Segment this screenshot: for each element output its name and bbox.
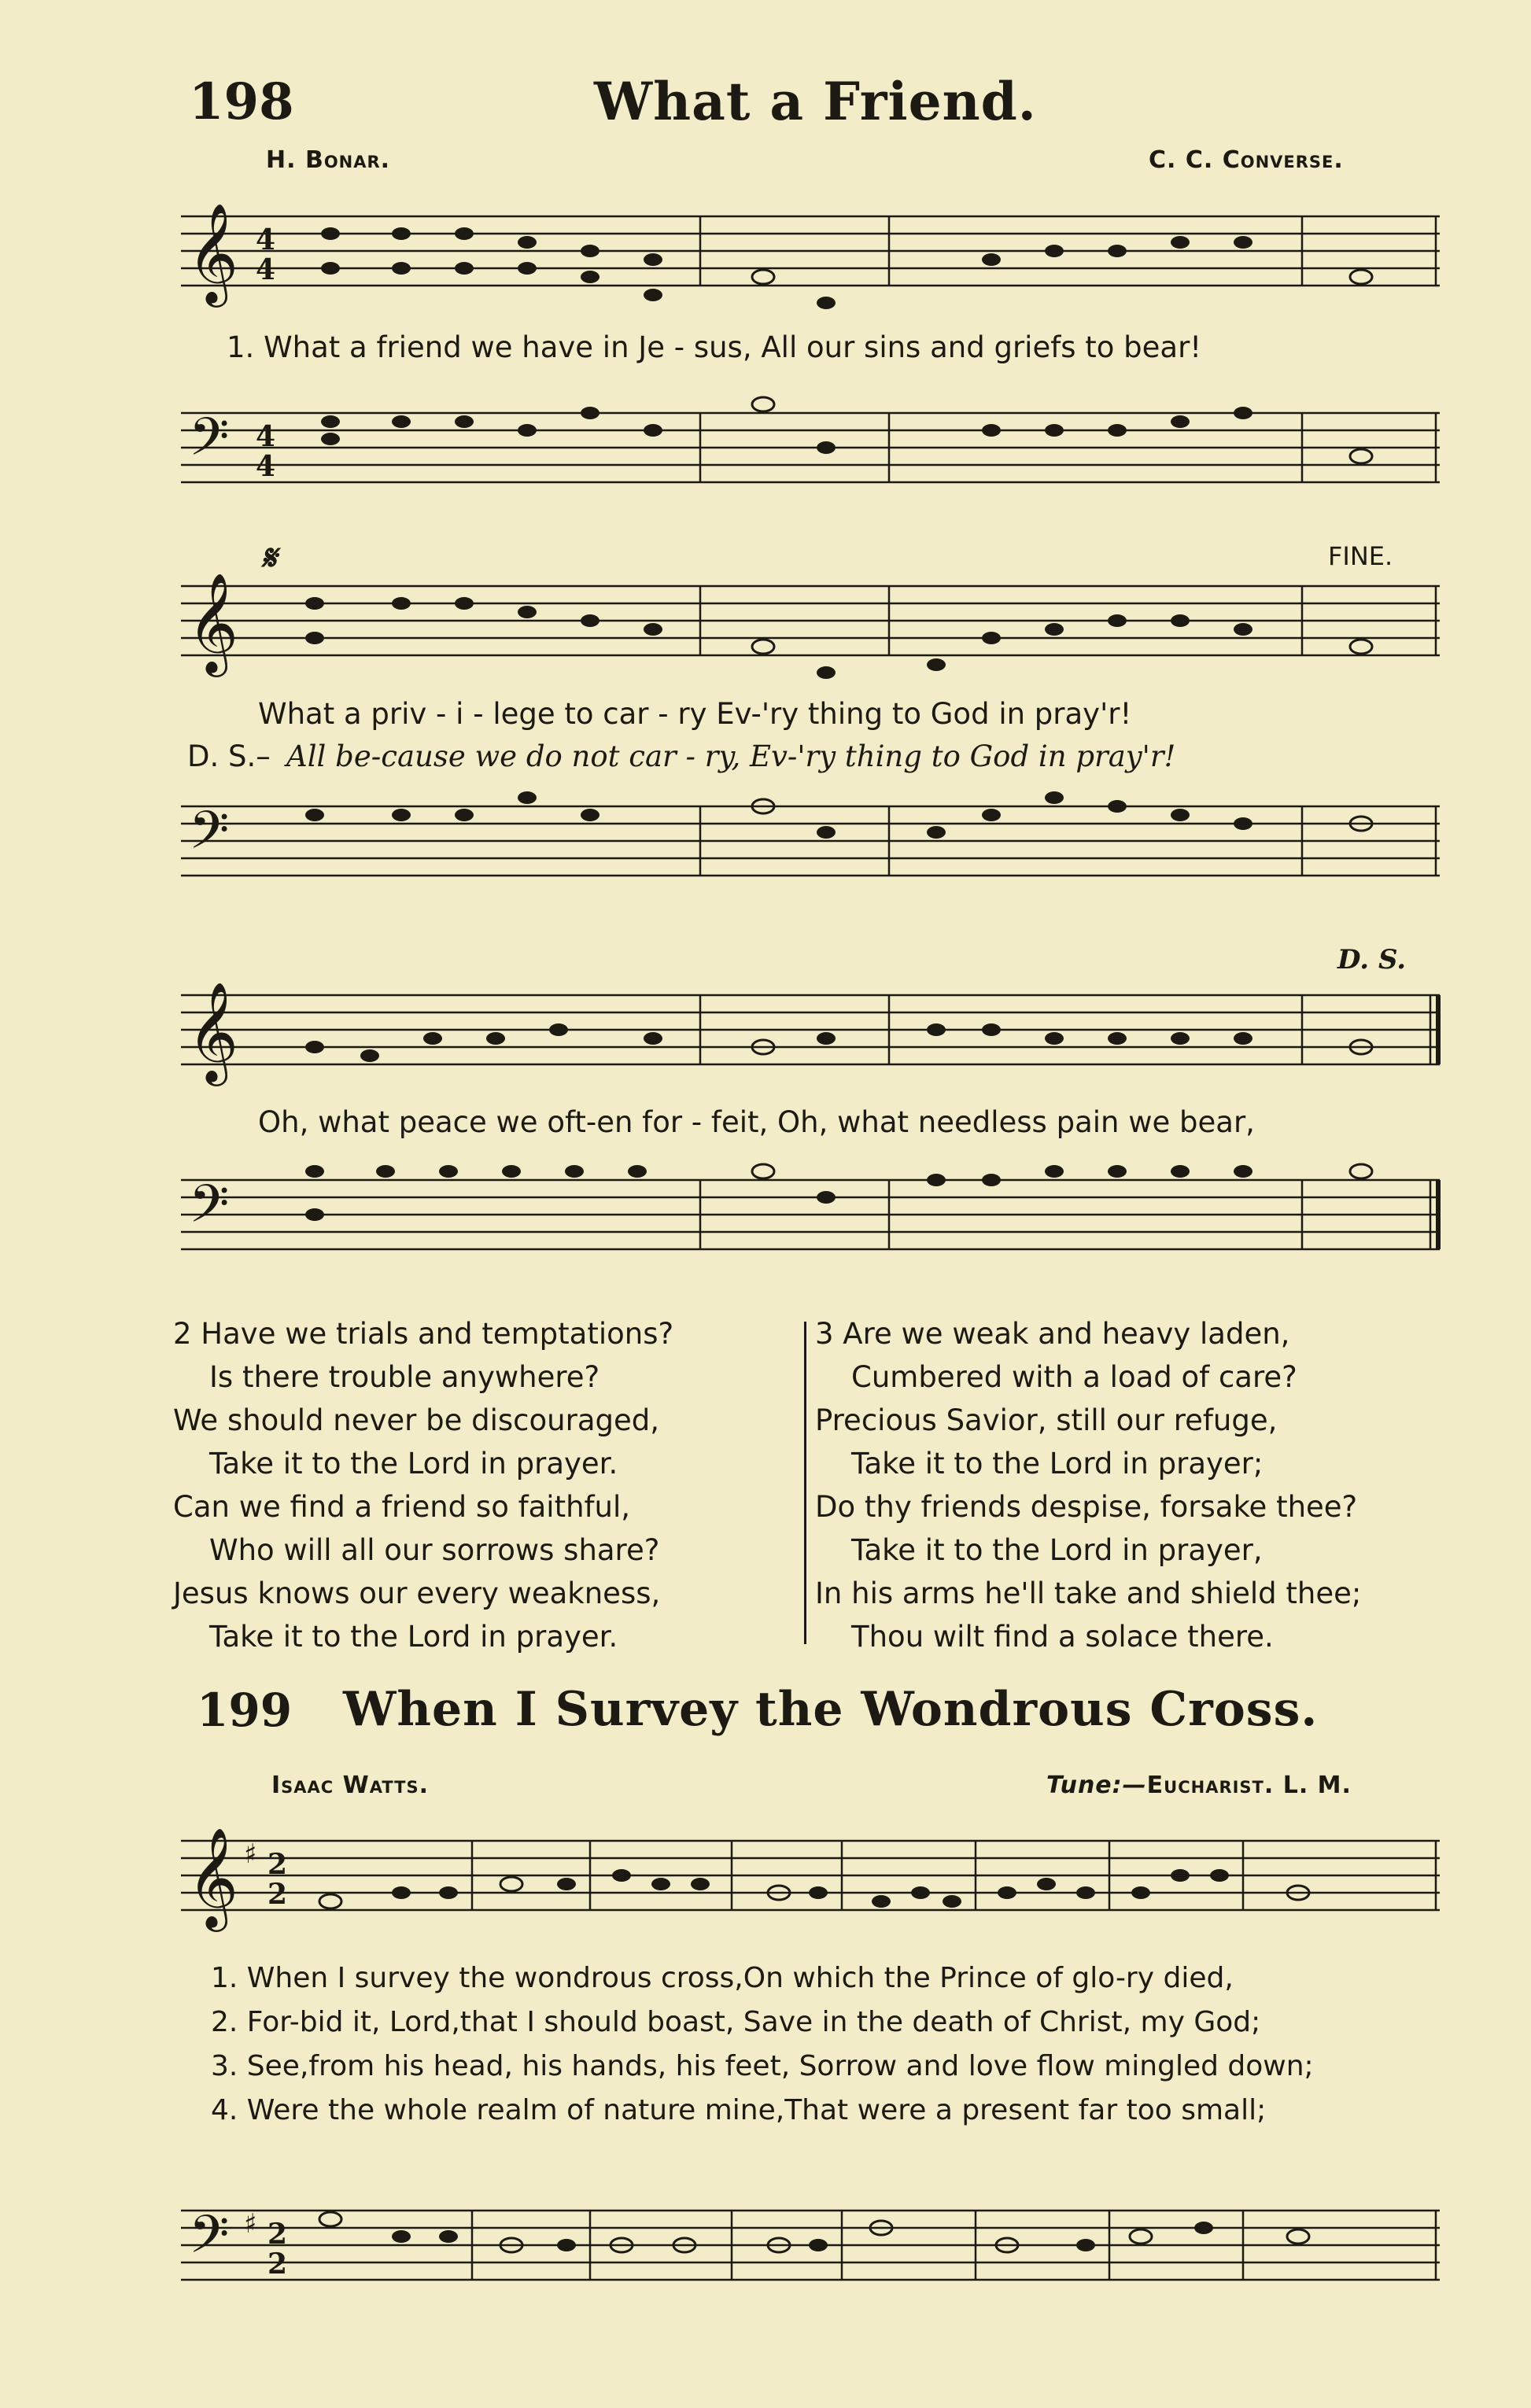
ds-lyric-line: All be-cause we do not car - ry, Ev-'ry thing to God in pray'r! — [286, 739, 1176, 773]
author-credit: H. Bonar. — [266, 146, 391, 174]
verse-3-line: Precious Savior, still our refuge, — [815, 1403, 1278, 1437]
svg-text:2: 2 — [267, 1848, 288, 1881]
bass-staff-system-2 — [181, 791, 1440, 893]
verse-2-line: We should never be discouraged, — [173, 1403, 659, 1437]
bass-staff-hymn-199 — [181, 2195, 1440, 2297]
treble-staff-system-2 — [181, 570, 1440, 673]
treble-staff-system-1 — [181, 201, 1440, 303]
lyric-line-1: 1. What a friend we have in Je - sus, All our sins and griefs to bear! — [227, 330, 1202, 364]
verse-2-line: 2 Have we trials and temptations? — [173, 1317, 674, 1351]
svg-text:♯: ♯ — [244, 1838, 257, 1870]
stanza-line: 1. When I survey the wondrous cross,On which the Prince of glo-ry died, — [211, 1962, 1234, 1994]
composer-credit: C. C. Converse. — [1149, 146, 1344, 174]
treble-staff-hymn-199 — [181, 1825, 1440, 1927]
svg-text:2: 2 — [267, 2218, 288, 2251]
svg-text:4: 4 — [256, 223, 276, 256]
verse-3-line: Do thy friends despise, forsake thee? — [815, 1490, 1358, 1524]
ds-mark: D. S. — [1337, 944, 1407, 975]
verse-3-line: Take it to the Lord in prayer, — [851, 1533, 1263, 1567]
svg-text:2: 2 — [267, 1878, 288, 1911]
svg-text:𝄢: 𝄢 — [189, 2204, 230, 2277]
verse-3-line: Thou wilt find a solace there. — [851, 1620, 1274, 1654]
hymn-number: 198 — [189, 72, 294, 131]
svg-text:♯: ♯ — [244, 2208, 257, 2240]
verse-2-line: Jesus knows our every weakness, — [173, 1576, 661, 1610]
svg-text:4: 4 — [256, 420, 276, 453]
stanza-line: 2. For-bid it, Lord,that I should boast, Save in the death of Christ, my God; — [211, 2006, 1261, 2038]
author-credit: Isaac Watts. — [271, 1772, 430, 1799]
column-divider — [804, 1322, 806, 1644]
verse-2-line: Can we find a friend so faithful, — [173, 1490, 631, 1524]
svg-text:𝄞: 𝄞 — [187, 572, 239, 673]
hymn-title: When I Survey the Wondrous Cross. — [343, 1682, 1319, 1737]
ds-lyric-prefix: D. S.– — [187, 739, 271, 773]
hymn-title: What a Friend. — [594, 71, 1037, 132]
verse-3-line: Cumbered with a load of care? — [851, 1360, 1297, 1394]
verse-2-line: Take it to the Lord in prayer. — [209, 1447, 618, 1481]
treble-staff-system-3 — [181, 979, 1440, 1082]
lyric-line-2: What a priv - i - lege to car - ry Ev-'ry thing to God in pray'r! — [258, 697, 1132, 731]
tune-label: Tune:— — [1046, 1772, 1147, 1799]
segno-sign: 𝄋 — [261, 538, 276, 578]
svg-text:𝄢: 𝄢 — [189, 800, 230, 873]
svg-text:𝄞: 𝄞 — [187, 981, 239, 1082]
svg-text:𝄢: 𝄢 — [189, 1174, 230, 1247]
verse-3 — [815, 1312, 1361, 1658]
stanza-line: 4. Were the whole realm of nature mine,That were a present far too small; — [211, 2094, 1267, 2126]
verse-2-line: Who will all our sorrows share? — [209, 1533, 660, 1567]
svg-text:𝄞: 𝄞 — [187, 1827, 239, 1927]
verse-2-line: Is there trouble anywhere? — [209, 1360, 600, 1394]
svg-text:4: 4 — [256, 450, 276, 483]
lyric-line-3: Oh, what peace we oft-en for - feit, Oh, what needless pain we bear, — [258, 1105, 1255, 1139]
bass-staff-system-1 — [181, 397, 1440, 500]
hymn-199-stanzas — [211, 1956, 1314, 2133]
tune-credit — [1046, 1772, 1352, 1799]
verse-3-line: In his arms he'll take and shield thee; — [815, 1576, 1362, 1610]
verse-3-line: Take it to the Lord in prayer; — [851, 1447, 1264, 1481]
tune-name: Eucharist. L. M. — [1146, 1772, 1352, 1799]
svg-text:𝄢: 𝄢 — [189, 407, 230, 480]
svg-text:2: 2 — [267, 2248, 288, 2281]
svg-text:𝄞: 𝄞 — [187, 202, 239, 303]
verse-3-line: 3 Are we weak and heavy laden, — [815, 1317, 1290, 1351]
hymn-number: 199 — [197, 1683, 293, 1737]
stanza-line: 3. See,from his head, his hands, his feet, Sorrow and love flow mingled down; — [211, 2050, 1314, 2082]
verse-2 — [173, 1312, 673, 1658]
svg-text:4: 4 — [256, 253, 276, 286]
bass-staff-system-3 — [181, 1164, 1440, 1267]
fine-mark: FINE. — [1328, 541, 1393, 571]
verse-2-line: Take it to the Lord in prayer. — [209, 1620, 618, 1654]
